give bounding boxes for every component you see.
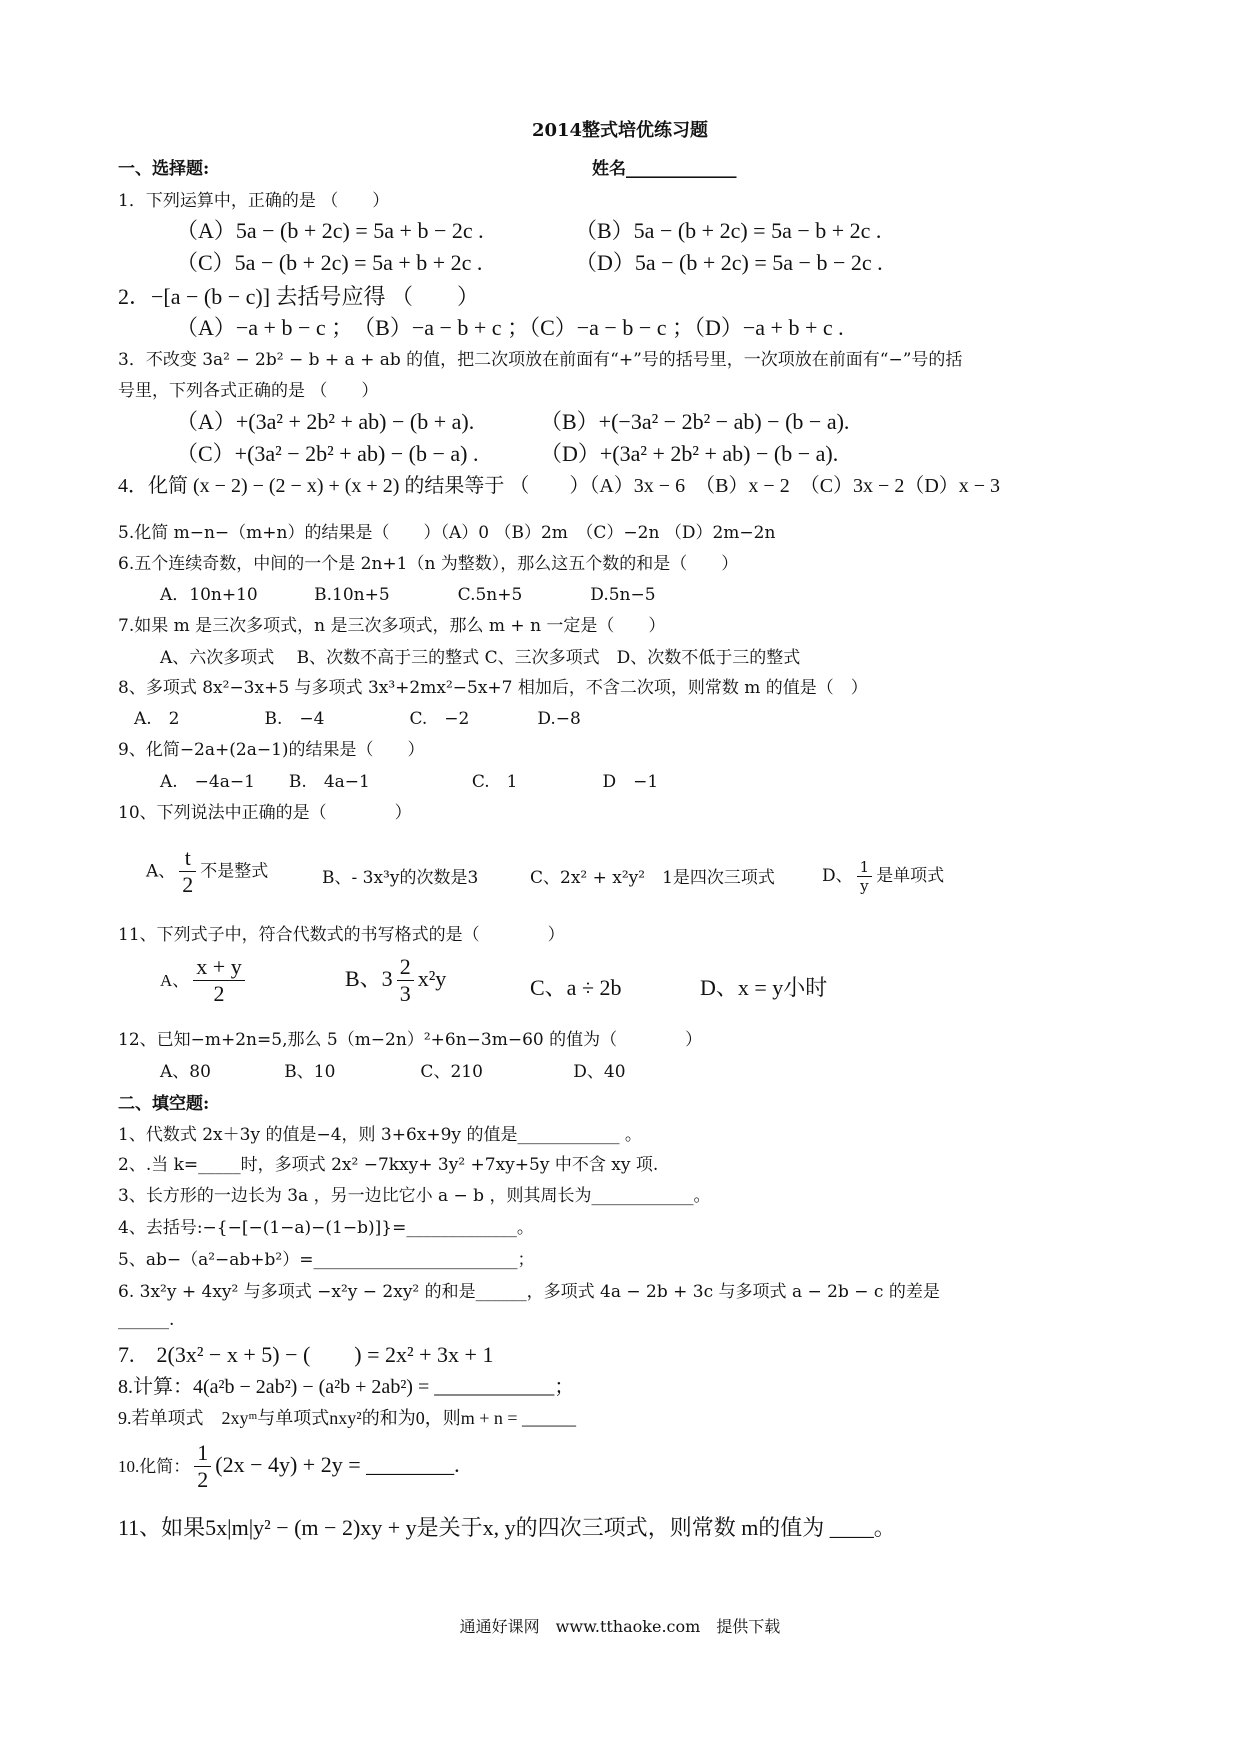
question-3-option-c: （C）+(3a² − 2b² + ab) − (b − a) . [176, 441, 479, 466]
question-10-option-c: C、2x² + x²y² 1是四次三项式 [530, 868, 775, 888]
question-6-options: A．10n+10 B.10n+5 C.5n+5 D.5n−5 [160, 585, 656, 605]
question-10-option-d [822, 858, 944, 895]
fraction-numerator: 1 [857, 858, 873, 877]
question-1-option-a: （A）5a − (b + 2c) = 5a + b − 2c . [176, 218, 484, 243]
fraction-denominator: 2 [213, 981, 225, 1007]
question-11-option-b-label: B、3 [345, 965, 393, 991]
question-2-stem: 2．−[a − (b − c)] 去括号应得 （ ） [118, 284, 480, 309]
question-3-option-d: （D）+(3a² + 2b² + ab) − (b − a). [540, 441, 839, 466]
question-10-option-a-text: 不是整式 [200, 861, 269, 882]
question-11-option-d: D、x = y小时 [700, 975, 828, 1000]
fill-question-8: 8.计算：4(a²b − 2ab²) − (a²b + 2ab²) = ____________； [118, 1376, 575, 1398]
question-7-stem: 7.如果 m 是三次多项式，n 是三次多项式，那么 m + n 一定是（ ） [118, 616, 666, 636]
fill-question-1: 1、代数式 2x＋3y 的值是−4，则 3+6x+9y 的值是____________ 。 [118, 1125, 642, 1145]
question-1-option-b: （B）5a − (b + 2c) = 5a − b + 2c . [575, 218, 882, 243]
question-8-stem: 8、多项式 8x²−3x+5 与多项式 3x³+2mx²−5x+7 相加后，不含二次项，则常数 m 的值是（ ） [118, 678, 868, 698]
fill-question-2: 2、.当 k=_____时，多项式 2x² −7kxy+ 3y² +7xy+5y 中不含 xy 项. [118, 1155, 659, 1175]
fill-question-7: 7. 2(3x² − x + 5) − ( ) = 2x² + 3x + 1 [118, 1342, 494, 1367]
question-5: 5.化简 m−n−（m+n）的结果是（ ）（A）0 （B）2m （C）−2n （D）2m−2n [118, 523, 776, 543]
question-3-option-b: （B）+(−3a² − 2b² − ab) − (b − a). [540, 409, 850, 434]
question-6-stem: 6.五个连续奇数，中间的一个是 2n+1（n 为整数），那么这五个数的和是（ ） [118, 554, 739, 574]
question-3-option-a: （A）+(3a² + 2b² + ab) − (b + a). [176, 409, 475, 434]
section-heading-choice: 一、选择题: [118, 159, 210, 179]
question-10-stem: 10、下列说法中正确的是（ ） [118, 803, 412, 823]
question-10-option-a [146, 845, 268, 899]
question-9-stem: 9、化简−2a+(2a−1)的结果是（ ） [118, 740, 425, 760]
fraction-denominator: 3 [399, 981, 411, 1007]
fraction-1-over-2 [194, 1440, 211, 1494]
fraction-1-over-y [857, 858, 873, 895]
fraction-x-plus-y-over-2 [193, 954, 244, 1008]
name-field-label: 姓名_____________ [592, 159, 737, 179]
fill-question-5: 5、ab−（a²−ab+b²）=________________________； [118, 1250, 535, 1270]
fraction-numerator: t [179, 845, 196, 872]
question-8-options: A. 2 B. −4 C. −2 D.−8 [134, 709, 581, 729]
question-2-options: （A）−a + b − c ； （B）−a − b + c ；（C）−a − b − c ；（D）−a + b + c . [176, 315, 844, 340]
fraction-2-over-3 [397, 954, 414, 1008]
question-3-stem-line1: 3．不改变 3a² − 2b² − b + a + ab 的值，把二次项放在前面有“+”号的括号里，一次项放在前面有“−”号的括 [118, 350, 963, 370]
question-12-stem: 12、已知−m+2n=5,那么 5（m−2n）²+6n−3m−60 的值为（ ） [118, 1030, 703, 1050]
page-footer: 通通好课网 www.tthaoke.com 提供下载 [459, 1617, 781, 1636]
fill-question-6-line2: ______. [118, 1310, 175, 1330]
fill-question-4: 4、去括号:−{−[−(1−a)−(1−b)]}=_____________。 [118, 1218, 534, 1238]
question-11-option-c: C、a ÷ 2b [530, 975, 622, 1000]
question-11-option-b-text: x²y [417, 965, 447, 991]
question-7-options: A、六次多项式 B、次数不高于三的整式 C、三次多项式 D、次数不低于三的整式 [160, 648, 801, 668]
question-9-options: A. −4a−1 B. 4a−1 C. 1 D −1 [160, 772, 659, 792]
question-4: 4．化简 (x − 2) − (2 − x) + (x + 2) 的结果等于 （ ）（A）3x − 6 （B）x − 2 （C）3x − 2（D）x − 3 [118, 475, 1001, 497]
fill-question-3: 3、长方形的一边长为 3a ，另一边比它小 a − b ，则其周长为____________。 [118, 1186, 711, 1206]
fraction-numerator: 1 [194, 1440, 211, 1467]
question-11-stem: 11、下列式子中，符合代数式的书写格式的是（ ） [118, 925, 565, 945]
fraction-numerator: 2 [397, 954, 414, 981]
fraction-denominator: y [860, 877, 869, 895]
question-11-option-b [345, 954, 446, 1008]
section-heading-fill-in: 二、填空题: [118, 1094, 210, 1114]
question-1-option-c: （C）5a − (b + 2c) = 5a + b + 2c . [176, 250, 483, 275]
fraction-denominator: 2 [197, 1467, 209, 1493]
fill-question-6-line1: 6. 3x²y + 4xy² 与多项式 −x²y − 2xy² 的和是______，多项式 4a − 2b + 3c 与多项式 a − 2b − c 的差是 [118, 1282, 940, 1302]
fill-question-9: 9.若单项式 2xyᵐ与单项式nxy²的和为0，则m + n = ______ [118, 1408, 576, 1428]
question-10-option-b: B、- 3x³y的次数是3 [322, 868, 479, 888]
question-3-stem-line2: 号里，下列各式正确的是 （ ） [118, 381, 379, 401]
fill-question-10-label: 10.化简： [118, 1456, 191, 1476]
fraction-numerator: x + y [193, 954, 244, 981]
question-10-option-a-label: A、 [146, 861, 176, 882]
fraction-t-over-2 [179, 845, 196, 899]
page-title: 2014整式培优练习题 [531, 120, 709, 141]
fill-question-10 [118, 1440, 460, 1494]
question-12-options: A、80 B、10 C、210 D、40 [160, 1062, 626, 1082]
fill-question-11: 11、如果5x|m|y² − (m − 2)xy + y是关于x, y的四次三项式，则常数 m的值为 ____。 [118, 1515, 896, 1540]
question-11-option-a [160, 954, 249, 1008]
fill-question-10-text: (2x − 4y) + 2y = ________. [215, 1451, 460, 1477]
question-1-stem: 1．下列运算中，正确的是 （ ） [118, 191, 390, 211]
question-10-option-d-label: D、 [822, 866, 853, 886]
fraction-denominator: 2 [182, 872, 194, 898]
question-10-option-d-text: 是单项式 [876, 866, 945, 886]
question-11-option-a-label: A、 [160, 970, 190, 990]
question-1-option-d: （D）5a − (b + 2c) = 5a − b − 2c . [575, 250, 883, 275]
